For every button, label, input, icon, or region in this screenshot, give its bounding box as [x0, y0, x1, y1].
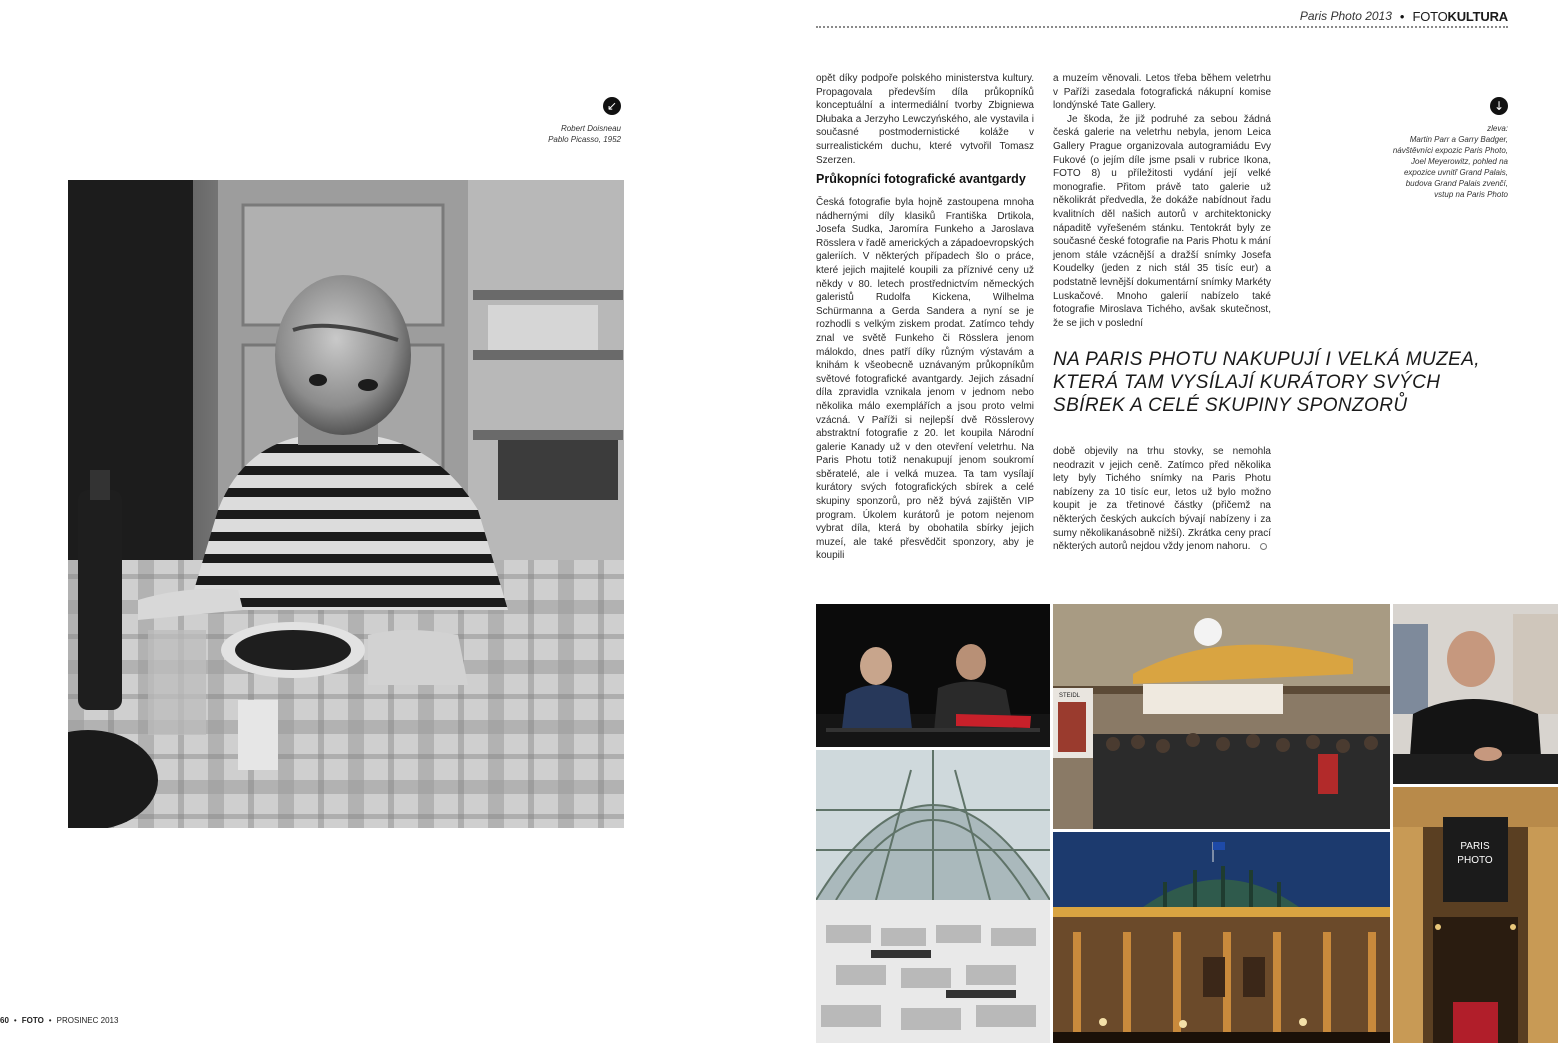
- glass-roof-illustration: [816, 750, 1050, 1043]
- entrance-sign-photo: PHOTO: [1457, 855, 1493, 866]
- article-column-1-main: [816, 196, 1034, 563]
- caption-line: návštěvníci expozic Paris Photo,: [1392, 146, 1508, 155]
- caption-title: Pablo Picasso, 1952: [548, 135, 621, 144]
- caption-line: budova Grand Palais zvenčí,: [1405, 179, 1508, 188]
- right-photos-caption: [1393, 123, 1508, 200]
- caption-author: Robert Doisneau: [560, 124, 621, 133]
- grand-palais-interior-photo: [816, 750, 1050, 1043]
- crowd-illustration: [1053, 604, 1390, 829]
- picasso-portrait-photo: [68, 180, 624, 828]
- pull-quote-line: SBÍREK A CELÉ SKUPINY SPONZORŮ: [1053, 395, 1408, 416]
- footer-brand: FOTO: [21, 1016, 44, 1025]
- caption-line: Joel Meyerowitz, pohled na: [1411, 157, 1508, 166]
- footer-separator: •: [13, 1016, 17, 1025]
- footer-separator: •: [48, 1016, 52, 1025]
- caption-line: vstup na Paris Photo: [1434, 190, 1508, 199]
- arrow-down-icon: ↓: [1490, 97, 1508, 115]
- entrance-sign-paris: PARIS: [1460, 841, 1490, 852]
- section-title: Paris Photo 2013: [1299, 9, 1392, 23]
- steidl-sign: STEIDL: [1059, 693, 1081, 699]
- left-photo-caption: [548, 123, 621, 145]
- paragraph-text: době objevily na trhu stovky, se nemohla neodrazit v jejich ceně. Zatímco před několika lety byly Tichého snímky na Paris Photu nabízeny za 10 tisíc eur, letos už bylo možno koupit je za třetinové částky (přičemž na některých českých aukcích bývají nabízeny i za sumy několikanásobně nižší). Zkrátka ceny prací některých autorů nejdou vždy jenom nahoru.: [1053, 446, 1271, 553]
- paragraph: [1053, 445, 1271, 554]
- page-number: 60: [0, 1016, 9, 1025]
- parr-badger-photo: [816, 604, 1050, 747]
- footer-issue: PROSINEC 2013: [56, 1016, 119, 1025]
- article-subheading: Průkopníci fotografické avantgardy: [816, 172, 1026, 186]
- pull-quote-line: KTERÁ TAM VYSÍLAJÍ KURÁTORY SVÝCH: [1053, 372, 1441, 393]
- paragraph: Česká fotografie byla hojně zastoupena mnoha nádhernými díly klasiků Františka Drtikola, Josefa Sudka, Jaromíra Funkeho a Jaroslava Rösslera v řadě amerických a západoevropských galeriích. V některých případech šlo o práce, které jejich majitelé koupili za příznivé ceny už někdy v 80. letech prostřednictvím německých galeristů Rudolfa Kickena, Wilhelma Schürmanna a Gerda Sandera a nyní se je rozhodli s velkým ziskem prodat. Zatímco tehdy znal ve světě Funkeho či Rösslera jenom málokdo, dnes patří díky různým výstavám a knihám k všeobecně uznávaným průkopníkům světové fotografické avantgardy. Jejich zásadní díla zpravidla vznikala jenom v jednom nebo několika málo exemplářích a jsou proto velmi vzácná. V Paříži si nejlepší dvě Rösslerovy abstraktní fotografie z 20. let koupila Národní galerie Kanady už v den otevření veletrhu. Na Paris Photu totiž nenakupují jenom soukromí sběratelé, ale i velká muzea. Ta tam vysílají kurátory svých fotografických sbírek a celé skupiny sponzorů, pro něž bývá zajištěn VIP program. Úkolem kurátorů je potom nejenom vybrat díla, která by obohatila sbírky jejich muzeí, ale také přesvědčit sponzory, aby je koupili: [816, 197, 1034, 562]
- grand-palais-exterior-photo: [1053, 832, 1390, 1043]
- meyerowitz-photo: [1393, 604, 1558, 784]
- article-column-1-top: [816, 72, 1034, 167]
- page-footer: [0, 1016, 118, 1025]
- pull-quote-line: NA PARIS PHOTU NAKUPUJÍ I VELKÁ MUZEA,: [1053, 349, 1480, 370]
- magazine-brand: [1412, 9, 1508, 24]
- running-header: [1300, 6, 1508, 26]
- caption-line: Martin Parr a Garry Badger,: [1409, 135, 1508, 144]
- arrow-down-left-icon: ↙: [603, 97, 621, 115]
- entrance-illustration: [1393, 787, 1558, 1043]
- header-separator: •: [1399, 8, 1405, 24]
- end-of-article-icon: [1260, 543, 1267, 550]
- article-column-2-bottom: [1053, 445, 1271, 554]
- article-column-2-top: [1053, 72, 1271, 330]
- paris-photo-entrance-photo: [1393, 787, 1558, 1043]
- visitors-crowd-photo: [1053, 604, 1390, 829]
- talk-stage-illustration: [816, 604, 1050, 747]
- picasso-portrait-illustration: [68, 180, 624, 828]
- header-dotted-rule: [816, 26, 1508, 28]
- caption-line: expozice uvnitř Grand Palais,: [1403, 168, 1508, 177]
- paragraph: opět díky podpoře polského ministerstva kultury. Propagovala především díla průkopníků konceptuální a intermediální tvorby Zbigniewa Dłubaka a Jerzyho Lewczyńského, ale vystavila i současné postmodernistické koláže v surrealistickém duchu, které vytvořil Tomasz Szerzen.: [816, 73, 1034, 166]
- paragraph: a muzeím věnovali. Letos třeba během veletrhu v Paříži zasedala fotografická nákupní komise londýnské Tate Gallery.: [1053, 73, 1271, 112]
- pull-quote: [1053, 348, 1480, 417]
- paragraph: Je škoda, že již podruhé za sebou žádná česká galerie na veletrhu nebyla, jenom Leica Gallery Prague organizovala autogramiádu Evy Fukové (o jejím díle jsme psali v rubrice Ikona, FOTO 8) u příležitosti vydání její velké monografie. Přitom právě tato galerie už několikrát předvedla, že dokáže nabídnout řadu kvalitních děl našich autorů v architektonicky nápaditě vyřešeném stánku. Tentokrát byly ze současné české fotografie na Paris Photu k mání jenom stále vzácnější a dražší snímky Josefa Koudelky (jeden z nich stál 35 tisíc eur) a podstatně levnější dokumentární snímky Markéty Luskačové. Mnoho galerií nabízelo také fotografie Miroslava Tichého, avšak skutečnost, že se jich v poslední: [1053, 113, 1271, 329]
- brand-kultura: KULTURA: [1447, 8, 1508, 24]
- palace-facade-illustration: [1053, 832, 1390, 1043]
- caption-line: zleva:: [1487, 124, 1508, 133]
- brand-foto: FOTO: [1412, 8, 1448, 24]
- meyerowitz-illustration: [1393, 604, 1558, 784]
